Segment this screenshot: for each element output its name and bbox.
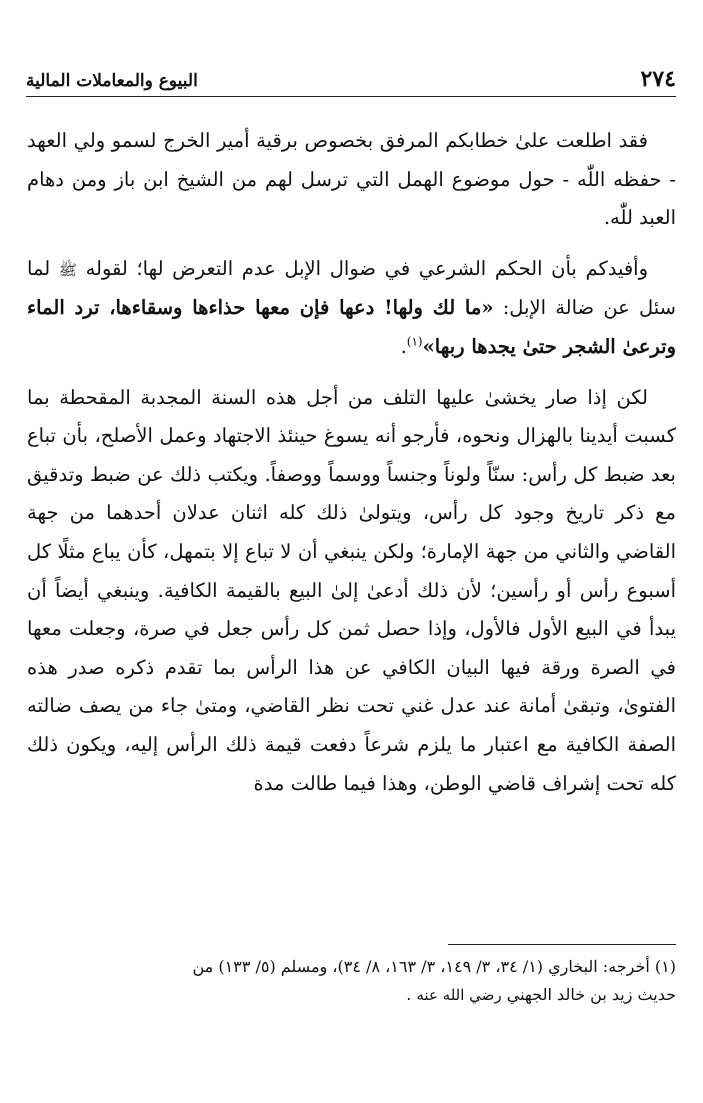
page-number: ٢٧٤ — [640, 66, 676, 92]
paragraph-3: لكن إذا صار يخشىٰ عليها التلف من أجل هذه السنة المجدبة المقحطة بما كسبت أيدينا بالهزال ونحوه، فأرجو أنه يسوغ حينئذ الاجتهاد وعمل الأصلح، بأن تباع بعد ضبط كل رأس: سنّاً ولوناً وجنساً ووسماً ووصفاً. ويكتب ذلك عن ضبط وتدقيق مع ذكر تاريخ وجود كل رأس، ويتولىٰ ذلك كله اثنان عدلان أحدهما من جهة القاضي والثاني من جهة الإمارة؛ ولكن ينبغي أن لا تباع إلا بتمهل، كأن يباع مثلًا كل أسبوع رأس أو رأسين؛ لأن ذلك أدعىٰ إلىٰ البيع بالقيمة الكافية. وينبغي أيضاً أن يبدأ في البيع الأول فالأول، وإذا حصل ثمن كل رأس جعل في صرة، وجعلت معها في الصرة ورقة فيها البيان الكافي عن هذا الرأس بما تقدم ذكره صدر هذه الفتوىٰ، وتبقىٰ أمانة عند عدل غني تحت نظر القاضي، ومتىٰ جاء من يصف ضالته الصفة الكافية مع اعتبار ما يلزم شرعاً دفعت قيمة ذلك الرأس إليه، ويكون ذلك كله تحت إشراف قاضي الوطن، وهذا فيما طالت مدة — [27, 385, 676, 795]
footnote-line-1: (١) أخرجه: البخاري (١/ ٣٤، ٣/ ١٤٩، ٣/ ١٦٣، ٨/ ٣٤)، ومسلم (٥/ ١٣٣) من — [192, 957, 676, 976]
companion-honorific: رضي الله عنه — [416, 986, 502, 1004]
paragraph-2-end: . — [400, 334, 407, 358]
footnotes — [27, 953, 676, 1009]
paragraph-2-context: لما سئل عن ضالة الإبل: — [27, 256, 676, 320]
footnote-line-2-text: حديث زيد بن خالد الجهني — [506, 985, 676, 1004]
footnote-reference: (١) — [406, 334, 423, 349]
footnote-line-2-end: . — [406, 985, 412, 1004]
hadith-quote: «ما لك ولها! دعها فإن معها حذاءها وسقاءها، ترد الماء وترعىٰ الشجر حتىٰ يجدها ربها» — [27, 296, 676, 358]
paragraph-1: فقد اطلعت علىٰ خطابكم المرفق بخصوص برقية أمير الخرج لسمو ولي العهد - حفظه اللّٰه - حول موضوع الهمل التي ترسل لهم من الشيخ ابن باز ومن دهام العبد للّٰه. — [27, 129, 676, 230]
footnote-line-2 — [27, 981, 676, 1009]
paragraph-2 — [27, 250, 676, 367]
running-title: البيوع والمعاملات المالية — [26, 71, 198, 91]
prophet-honorific: ﷺ — [58, 260, 77, 279]
paragraph-2-intro: وأفيدكم بأن الحكم الشرعي في ضوال الإبل عدم التعرض لها؛ لقوله — [85, 256, 649, 280]
page-header — [26, 66, 676, 97]
footnote-divider — [448, 944, 676, 945]
main-text — [27, 122, 676, 803]
